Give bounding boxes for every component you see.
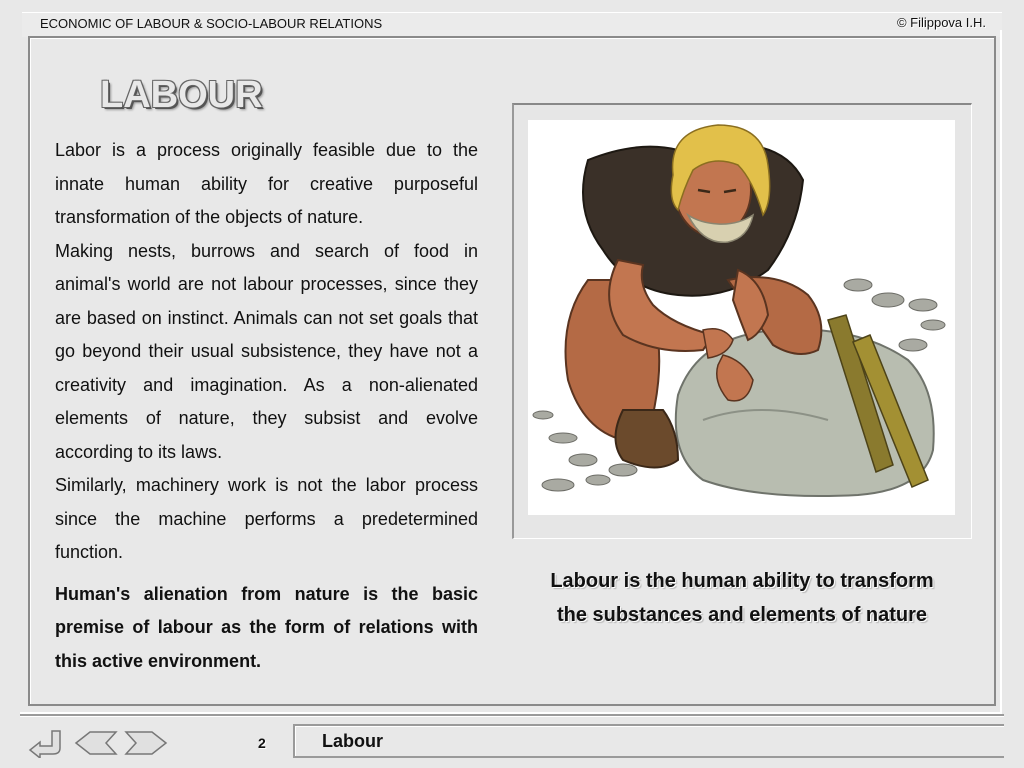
author-credit: © Filippova I.H. [896, 15, 986, 30]
previous-slide-button[interactable] [74, 728, 118, 758]
caption-line-1: Labour is the human ability to transform [550, 570, 934, 592]
footer-label-box [293, 724, 1004, 758]
paragraph-3: Similarly, machinery work is not the labor process since the machine performs a predetermined function. [55, 475, 478, 562]
caption-line-2: the substances and elements of nature [556, 604, 928, 626]
paragraph-2: Making nests, burrows and search of food in animal's world are not labour processes, since they are based on instinct. Animals can not set goals that go beyond their usual subsistence, they have not a creativity and imagination. As a non-alienated elements of nature, they subsist and evolve according to its laws. [55, 240, 478, 462]
bold-paragraph: Human's alienation from nature is the basic premise of labour as the form of relations with this active environment. [55, 583, 478, 671]
caveman-drawing [528, 120, 955, 515]
left-arrow-icon [74, 728, 118, 758]
page-number: 2 [258, 735, 266, 751]
return-arrow-icon [28, 728, 68, 758]
footer-section-label: Labour [322, 731, 383, 751]
paragraph-1: Labor is a process originally feasible due to the innate human ability for creative purposeful transformation of the objects of nature. [55, 140, 478, 227]
caveman-illustration [528, 120, 955, 515]
body-text [55, 134, 478, 678]
next-slide-button[interactable] [124, 728, 168, 758]
slide-title: LABOUR [100, 74, 263, 116]
image-caption [512, 564, 972, 632]
home-button[interactable] [28, 728, 68, 758]
course-title: ECONOMIC OF LABOUR & SOCIO-LABOUR RELATIONS [40, 16, 383, 31]
footer-divider [20, 714, 1004, 717]
right-arrow-icon [124, 728, 168, 758]
